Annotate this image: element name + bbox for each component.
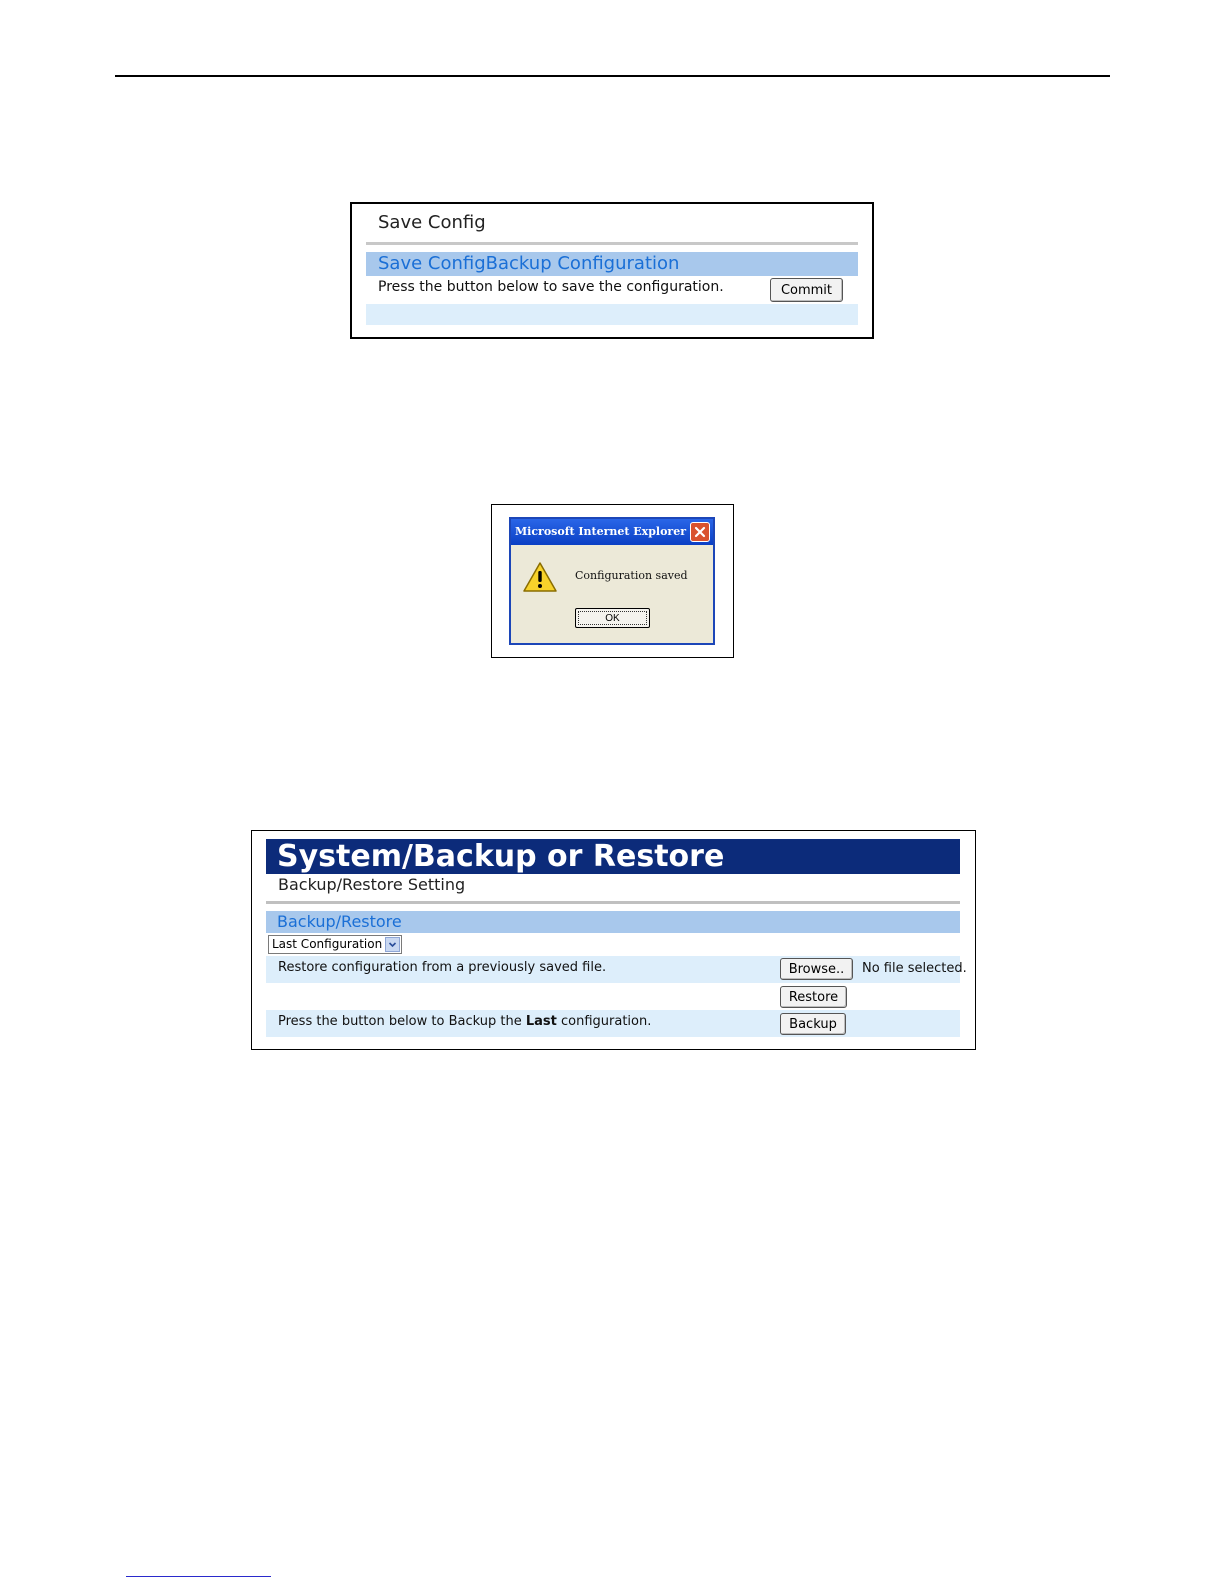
close-icon: [694, 526, 706, 538]
section-header: Backup/Restore: [266, 911, 960, 933]
browse-button[interactable]: Browse..: [780, 958, 853, 980]
backup-text-pre: Press the button below to Backup the: [278, 1014, 526, 1029]
restore-description: Restore configuration from a previously saved file.: [278, 960, 607, 975]
ok-button[interactable]: OK: [575, 608, 650, 628]
backup-text-bold: Last: [525, 1014, 557, 1029]
dialog-titlebar: [511, 519, 713, 545]
page-subtitle: Backup/Restore Setting: [278, 875, 466, 894]
restore-button[interactable]: Restore: [780, 986, 847, 1008]
alert-dialog: [509, 517, 715, 645]
dialog-title: Microsoft Internet Explorer: [515, 525, 687, 538]
backup-restore-panel: [251, 830, 976, 1050]
dialog-screenshot-frame: [491, 504, 734, 658]
section-header: Save ConfigBackup Configuration: [366, 252, 858, 276]
backup-button[interactable]: Backup: [780, 1013, 846, 1035]
save-config-panel: [350, 202, 874, 339]
file-status: No file selected.: [862, 961, 967, 976]
warning-icon: [522, 561, 558, 593]
panel-title: Save Config: [378, 212, 486, 233]
footer-link-rule: [126, 1576, 271, 1577]
close-button[interactable]: [690, 522, 710, 542]
select-arrow[interactable]: [385, 937, 400, 952]
divider: [266, 901, 960, 904]
configuration-select[interactable]: [268, 935, 402, 954]
footer-band: [366, 304, 858, 325]
page-banner: System/Backup or Restore: [266, 839, 960, 874]
backup-text-post: configuration.: [556, 1014, 652, 1029]
header-rule: [115, 75, 1110, 77]
divider: [366, 242, 858, 245]
dialog-message: Configuration saved: [575, 569, 688, 582]
select-value: Last Configuration: [272, 937, 383, 951]
commit-button[interactable]: Commit: [770, 278, 843, 302]
save-description: Press the button below to save the configuration.: [378, 279, 724, 295]
chevron-down-icon: [386, 938, 399, 951]
backup-description: [278, 1014, 651, 1029]
